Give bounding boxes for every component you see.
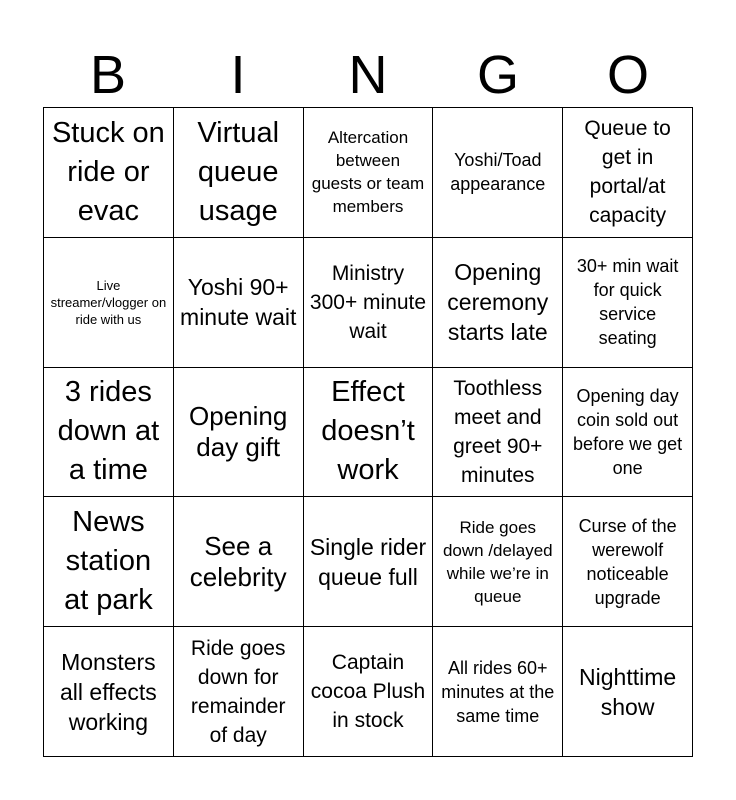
cell-text: Single rider queue full: [309, 533, 427, 590]
cell-text: Queue to get in portal/at capacity: [584, 117, 671, 228]
header-letter-o: O: [606, 45, 649, 105]
cell-text: Captain cocoa Plush in stock: [310, 651, 426, 733]
bingo-grid: [43, 107, 693, 757]
header-letter-n: N: [348, 45, 388, 105]
bingo-cell-r1-c5[interactable]: [563, 108, 693, 238]
header-letter-i: I: [230, 45, 246, 105]
bingo-cell-r3-c1[interactable]: [44, 368, 174, 498]
cell-text: Live streamer/vlogger on ride with us: [50, 277, 167, 327]
bingo-cell-r4-c3[interactable]: [304, 497, 434, 627]
cell-text: Ministry 300+ minute wait: [309, 261, 427, 343]
cell-text: Yoshi 90+ minute wait: [180, 274, 297, 331]
cell-text: 30+ min wait for quick service seating: [576, 256, 679, 349]
bingo-cell-r3-c2[interactable]: [174, 368, 304, 498]
bingo-cell-r2-c5[interactable]: [563, 238, 693, 368]
bingo-cell-r3-c4[interactable]: [433, 368, 563, 498]
cell-text: Stuck on ride or evac: [51, 116, 165, 227]
cell-text: Ride goes down for remainder of day: [190, 636, 286, 747]
bingo-cell-r3-c3[interactable]: [304, 368, 434, 498]
bingo-cell-r3-c5[interactable]: [563, 368, 693, 498]
bingo-cell-r5-c2[interactable]: [174, 627, 304, 757]
bingo-cell-r1-c3[interactable]: [304, 108, 434, 238]
cell-text: Opening day coin sold out before we get one: [573, 385, 683, 478]
cell-text: News station at park: [64, 506, 153, 617]
cell-text: All rides 60+ minutes at the same time: [441, 657, 555, 726]
bingo-cell-r5-c4[interactable]: [433, 627, 563, 757]
bingo-cell-r2-c3[interactable]: [304, 238, 434, 368]
cell-text: Toothless meet and greet 90+ minutes: [453, 376, 543, 487]
cell-text: Effect doesn’t work: [321, 376, 415, 487]
bingo-cell-r2-c4[interactable]: [433, 238, 563, 368]
cell-text: Yoshi/Toad appearance: [450, 150, 546, 195]
bingo-cell-r4-c5[interactable]: [563, 497, 693, 627]
cell-text: Monsters all effects working: [60, 648, 157, 735]
cell-text: Curse of the werewolf noticeable upgrade: [578, 515, 677, 608]
bingo-cell-r5-c3[interactable]: [304, 627, 434, 757]
cell-text: Altercation between guests or team members: [311, 128, 425, 217]
bingo-cell-r5-c1[interactable]: [44, 627, 174, 757]
cell-text: Nighttime show: [579, 663, 677, 720]
cell-text: Virtual queue usage: [197, 116, 280, 227]
bingo-cell-r4-c1[interactable]: [44, 497, 174, 627]
bingo-cell-r5-c5[interactable]: [563, 627, 693, 757]
cell-text: 3 rides down at a time: [57, 376, 160, 487]
bingo-cell-r2-c2[interactable]: [174, 238, 304, 368]
header-letter-b: B: [89, 45, 127, 105]
bingo-header: [43, 42, 693, 108]
bingo-cell-r1-c2[interactable]: [174, 108, 304, 238]
bingo-cell-r4-c2[interactable]: [174, 497, 304, 627]
bingo-cell-r1-c4[interactable]: [433, 108, 563, 238]
cell-text: See a celebrity: [189, 530, 287, 592]
bingo-cell-r1-c1[interactable]: [44, 108, 174, 238]
header-letter-g: G: [476, 45, 519, 105]
cell-text: Opening ceremony starts late: [447, 259, 549, 346]
cell-text: Opening day gift: [189, 400, 288, 462]
bingo-cell-r4-c4[interactable]: [433, 497, 563, 627]
bingo-cell-r2-c1[interactable]: [44, 238, 174, 368]
cell-text: Ride goes down /delayed while we’re in queue: [442, 517, 553, 606]
